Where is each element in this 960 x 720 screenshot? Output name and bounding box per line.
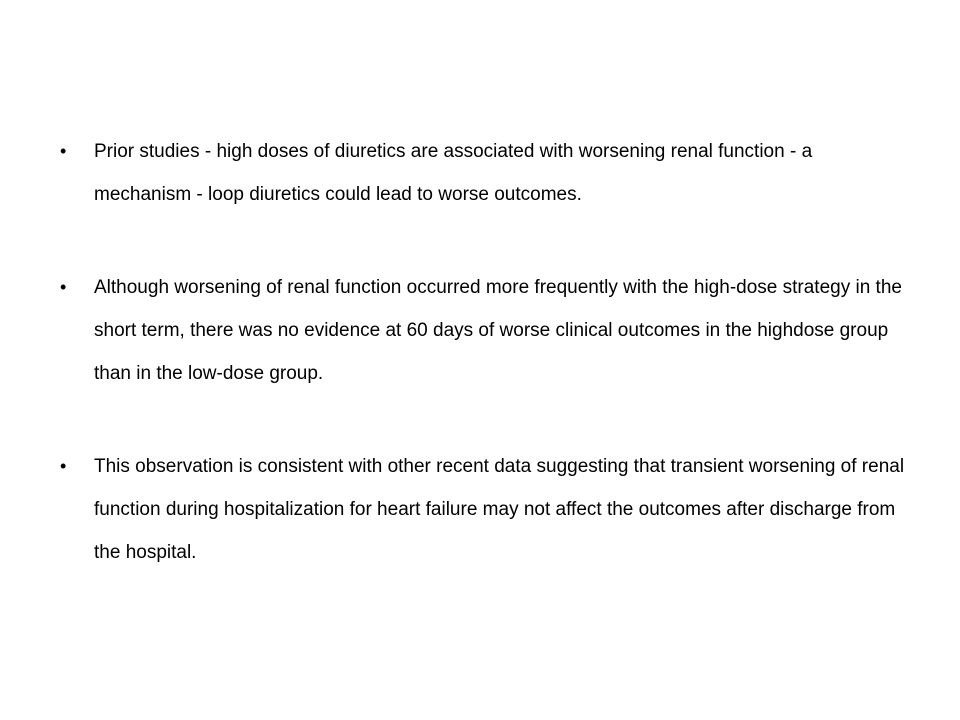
bullet-icon: • — [60, 277, 67, 297]
bullet-item-prior-studies — [60, 130, 910, 216]
bullet-text: Prior studies - high doses of diuretics are associated with worsening renal function - a mechanism - loop diuretics could lead to worse outcomes. — [94, 141, 813, 205]
bullet-list — [60, 130, 910, 574]
bullet-item-observation — [60, 445, 910, 574]
bullet-text: This observation is consistent with other recent data suggesting that transient worsening of renal function during hospitalization for heart failure may not affect the outcomes after discharge from the hospital. — [94, 456, 905, 563]
bullet-item-renal-function — [60, 266, 910, 395]
bullet-text: Although worsening of renal function occurred more frequently with the high-dose strategy in the short term, there was no evidence at 60 days of worse clinical outcomes in the highdose group than in the low-dose group. — [94, 277, 902, 384]
bullet-icon: • — [60, 141, 67, 161]
bullet-icon: • — [60, 456, 67, 476]
